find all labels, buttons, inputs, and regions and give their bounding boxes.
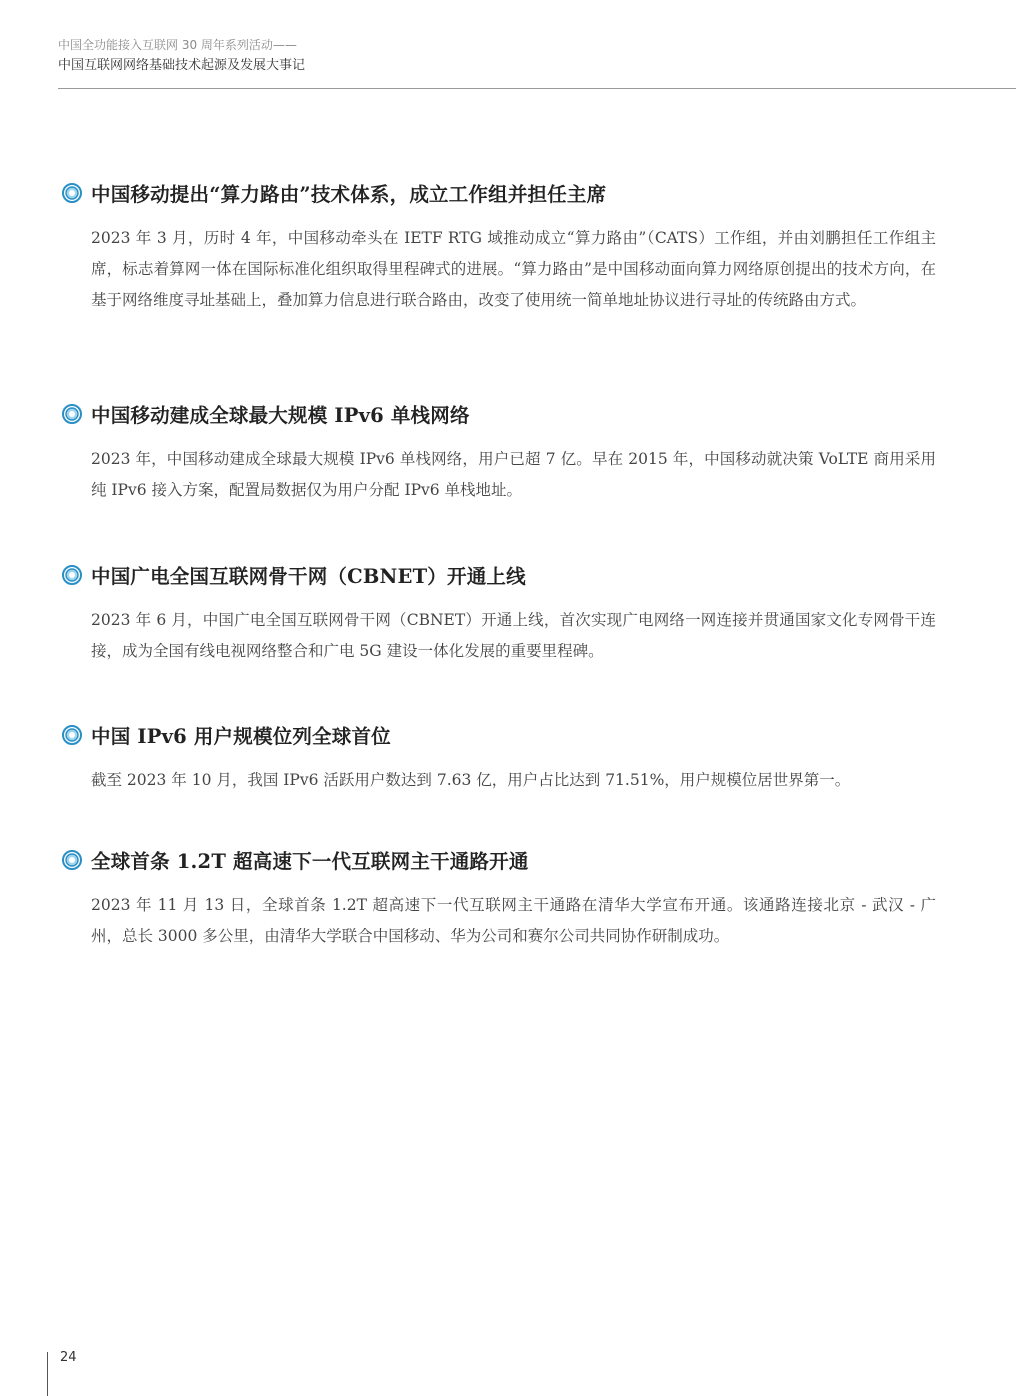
header-title-line: 中国互联网网络基础技术起源及发展大事记 xyxy=(58,58,306,73)
section-title: 中国移动建成全球最大规模 IPv6 单栈网络 xyxy=(91,404,470,427)
section-body: 2023 年，中国移动建成全球最大规模 IPv6 单栈网络，用户已超 7 亿。早在 2015 年，中国移动就决策 VoLTE 商用采用纯 IPv6 接入方案，配置局数据仅为用户分配 IPv6 单栈地址。 xyxy=(91,450,936,499)
bullseye-icon xyxy=(62,725,82,745)
section-body: 2023 年 11 月 13 日，全球首条 1.2T 超高速下一代互联网主干通路在清华大学宣布开通。该通路连接北京 - 武汉 - 广州，总长 3000 多公里，由清华大学联合中国移动、华为公司和赛尔公司共同协作研制成功。 xyxy=(91,896,936,945)
event-section xyxy=(62,560,936,667)
event-section xyxy=(62,399,936,506)
bullseye-icon xyxy=(62,565,82,585)
section-title: 全球首条 1.2T 超高速下一代互联网主干通路开通 xyxy=(91,850,529,873)
section-heading xyxy=(62,178,936,208)
section-heading xyxy=(62,845,936,875)
section-body: 截至 2023 年 10 月，我国 IPv6 活跃用户数达到 7.63 亿，用户占比达到 71.51%，用户规模位居世界第一。 xyxy=(91,771,851,789)
section-title: 中国广电全国互联网骨干网（CBNET）开通上线 xyxy=(91,565,526,588)
running-header xyxy=(58,36,305,76)
event-section xyxy=(62,720,936,796)
section-heading xyxy=(62,720,936,750)
section-title: 中国 IPv6 用户规模位列全球首位 xyxy=(91,725,391,748)
section-body: 2023 年 6 月，中国广电全国互联网骨干网（CBNET）开通上线，首次实现广电网络一网连接并贯通国家文化专网骨干连接，成为全国有线电视网络整合和广电 5G 建设一体化发展的重要里程碑。 xyxy=(91,611,936,660)
section-title: 中国移动提出“算力路由”技术体系，成立工作组并担任主席 xyxy=(91,183,607,206)
bullseye-icon xyxy=(62,183,82,203)
header-divider xyxy=(58,88,1016,89)
section-heading xyxy=(62,399,936,429)
page-number: 24 xyxy=(60,1350,77,1365)
event-section xyxy=(62,178,936,316)
section-body: 2023 年 3 月，历时 4 年，中国移动牵头在 IETF RTG 域推动成立“算力路由”（CATS）工作组，并由刘鹏担任工作组主席，标志着算网一体在国际标准化组织取得里程碑式的进展。“算力路由”是中国移动面向算力网络原创提出的技术方向，在基于网络维度寻址基础上，叠加算力信息进行联合路由，改变了使用统一简单地址协议进行寻址的传统路由方式。 xyxy=(91,229,936,309)
header-series-line: 中国全功能接入互联网 30 周年系列活动—— xyxy=(58,38,297,52)
bullseye-icon xyxy=(62,404,82,424)
section-heading xyxy=(62,560,936,590)
page-number-rule xyxy=(47,1352,48,1396)
bullseye-icon xyxy=(62,850,82,870)
event-section xyxy=(62,845,936,952)
